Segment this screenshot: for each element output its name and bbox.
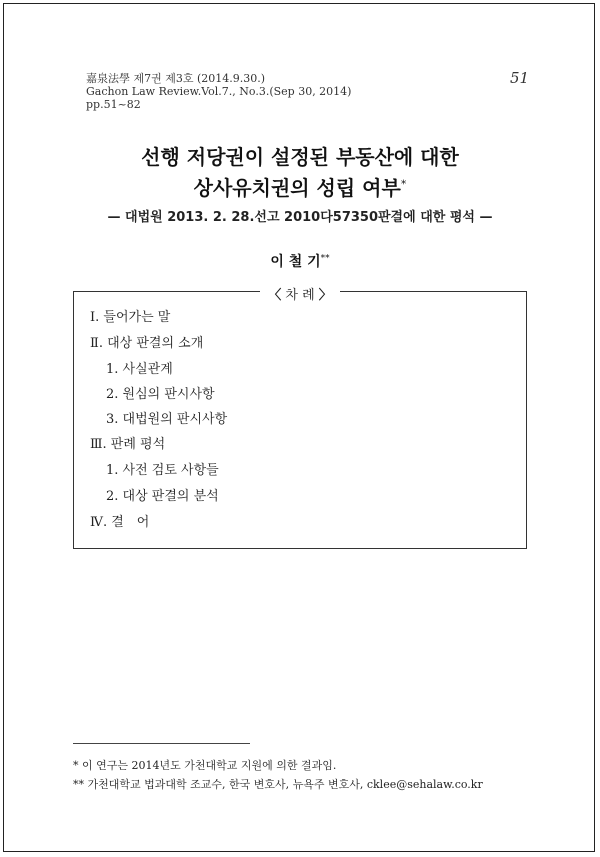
- toc-item[interactable]: 3. 대법원의 판시사항: [106, 412, 228, 427]
- toc-item[interactable]: 1. 사전 검토 사항들: [106, 463, 219, 478]
- title-line-2-text: 상사유치권의 성립 여부: [193, 176, 401, 200]
- footnote-1: * 이 연구는 2014년도 가천대학교 지원에 의한 결과임.: [73, 759, 337, 772]
- page-number: 51: [510, 69, 530, 87]
- toc-item[interactable]: Ⅰ. 들어가는 말: [90, 310, 171, 325]
- journal-name-cn: 嘉泉法學 제7권 제3호 (2014.9.30.): [86, 72, 266, 85]
- journal-name-en: Gachon Law Review.Vol.7., No.3.(Sep 30, 2014): [86, 85, 352, 98]
- author-footnote-mark: **: [320, 253, 330, 264]
- author: [0, 251, 600, 271]
- right-angle-bracket-icon: 〉: [318, 288, 332, 303]
- title-line-1: 선행 저당권이 설정된 부동산에 대한: [141, 145, 459, 169]
- left-angle-bracket-icon: 〈: [268, 288, 282, 303]
- page-range: pp.51~82: [86, 98, 141, 111]
- title-footnote-mark: *: [400, 177, 407, 191]
- footnote-rule: [73, 743, 250, 744]
- toc-item[interactable]: Ⅲ. 판례 평석: [90, 437, 166, 452]
- toc-heading: [260, 284, 340, 303]
- author-name: 이 철 기: [270, 254, 321, 270]
- toc-item[interactable]: 2. 원심의 판시사항: [106, 387, 215, 402]
- toc-item[interactable]: Ⅱ. 대상 판결의 소개: [90, 336, 204, 351]
- toc-heading-text: 차 례: [285, 288, 315, 303]
- toc-item[interactable]: 1. 사실관계: [106, 362, 173, 377]
- title-line-2: [0, 172, 600, 201]
- footnote-2: ** 가천대학교 법과대학 조교수, 한국 변호사, 뉴욕주 변호사, cklee@sehalaw.co.kr: [73, 778, 483, 791]
- toc-item[interactable]: 2. 대상 판결의 분석: [106, 489, 219, 504]
- subtitle: — 대법원 2013. 2. 28.선고 2010다57350판결에 대한 평석 —: [107, 210, 493, 225]
- toc-item[interactable]: Ⅳ. 결 어: [90, 515, 150, 530]
